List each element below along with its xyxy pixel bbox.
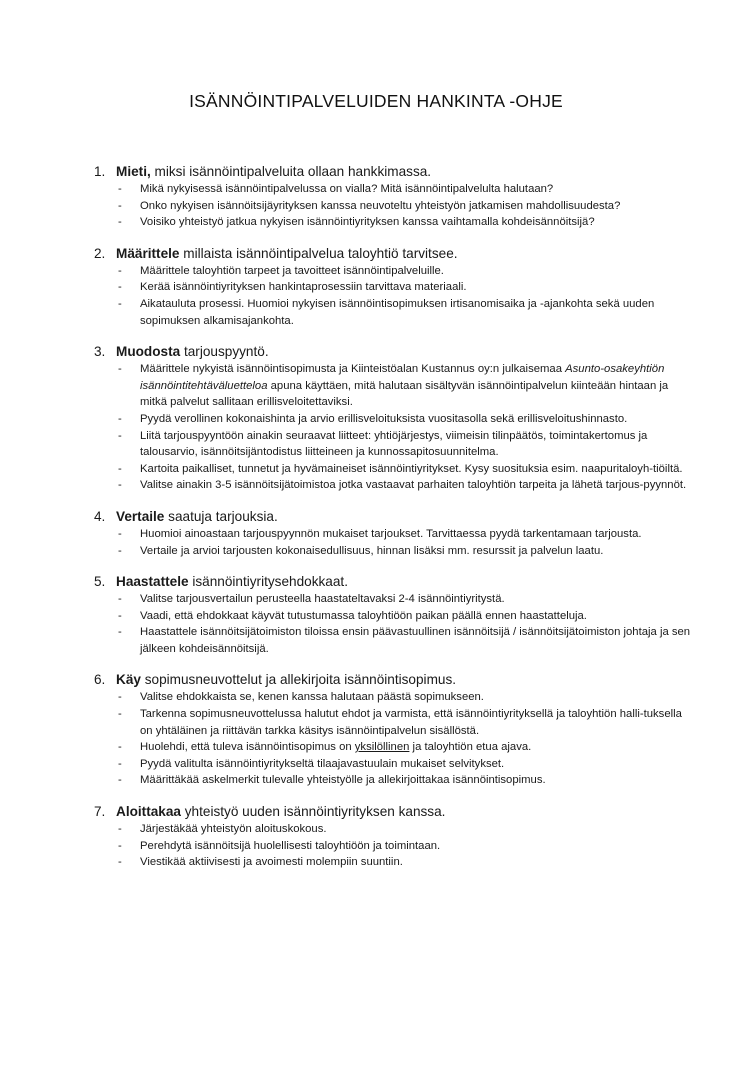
step-section [94, 671, 694, 789]
list-item [118, 854, 694, 871]
step-heading-rest: yhteistyö uuden isännöintiyrityksen kanssa. [180, 804, 446, 820]
step-section [94, 343, 694, 494]
list-item [118, 772, 694, 789]
step-number: 6. [94, 672, 106, 688]
list-item [118, 198, 694, 215]
list-item [118, 411, 694, 428]
step-heading-text [116, 245, 458, 263]
list-item-text: Vaadi, että ehdokkaat käyvät tutustumassa taloyhtiöön paikan päällä ennen haastatteluja. [140, 609, 587, 622]
step-keyword: Muodosta [116, 344, 181, 360]
list-item [118, 526, 694, 543]
list-item [118, 296, 694, 329]
step-heading [94, 163, 694, 181]
list-item [118, 361, 694, 411]
list-item [118, 263, 694, 280]
list-item [118, 706, 694, 739]
step-item-list [94, 263, 694, 329]
list-item [118, 608, 694, 625]
dash-bullet: - [118, 741, 122, 754]
dash-bullet: - [118, 363, 122, 376]
dash-bullet: - [118, 593, 122, 606]
step-heading [94, 508, 694, 526]
step-heading-rest: miksi isännöintipalveluita ollaan hankkimassa. [150, 164, 432, 179]
list-item-text: Tarkenna sopimusneuvottelussa halutut ehdot ja varmista, että isännöintiyrityksellä ja taloyhtiön halli-tuksella on yhtäläinen ja riittävän tarkka käsitys isännöintipalvelun sisällöstä. [140, 708, 682, 737]
list-item [118, 543, 694, 560]
list-item-text: Määrittäkää askelmerkit tulevalle yhteistyölle ja allekirjoittakaa isännöintisopimus. [140, 774, 546, 787]
list-item-text: Järjestäkää yhteistyön aloituskokous. [140, 823, 327, 836]
step-heading-rest: millaista isännöintipalvelua taloyhtiö tarvitsee. [179, 245, 458, 261]
list-item [118, 461, 694, 478]
list-item-text: Valitse tarjousvertailun perusteella haastateltavaksi 2-4 isännöintiyritystä. [140, 593, 505, 606]
step-heading [94, 803, 694, 821]
step-keyword: Määrittele [116, 245, 180, 261]
list-item-text: Perehdytä isännöitsijä huolellisesti taloyhtiöön ja toimintaan. [140, 839, 441, 852]
step-section [94, 245, 694, 329]
step-heading [94, 245, 694, 263]
list-item [118, 477, 694, 494]
dash-bullet: - [118, 216, 122, 229]
step-heading-rest: sopimusneuvottelut ja allekirjoita isännöintisopimus. [140, 672, 457, 688]
list-item-text: Viestikää aktiivisesti ja avoimesti molempiin suuntiin. [140, 856, 403, 869]
step-item-list [94, 361, 694, 494]
step-heading-rest: saatuja tarjouksia. [164, 508, 278, 524]
step-heading-text [116, 163, 431, 181]
list-item [118, 739, 694, 756]
step-number: 2. [94, 245, 106, 261]
step-heading [94, 573, 694, 591]
dash-bullet: - [118, 527, 122, 540]
step-number: 7. [94, 804, 106, 820]
list-item [118, 279, 694, 296]
list-item [118, 428, 694, 461]
step-keyword: Haastattele [116, 574, 189, 590]
list-item-text: Valitse ainakin 3-5 isännöitsijätoimistoa jotka vastaavat parhaiten taloyhtiön tarpeita ja lähetä tarjous-pyynnöt. [140, 479, 687, 492]
dash-bullet: - [118, 199, 122, 212]
list-item-text: Pyydä valitulta isännöintiyritykseltä tilaajavastuulain mukaiset selvitykset. [140, 757, 505, 770]
list-item-text: Kerää isännöintiyrityksen hankintaprosessiin tarvittava materiaali. [140, 281, 467, 294]
step-item-list [94, 591, 694, 657]
list-item [118, 181, 694, 198]
step-keyword: Mieti, [116, 164, 151, 179]
step-section [94, 163, 694, 231]
step-keyword: Aloittakaa [116, 804, 181, 820]
list-item [118, 838, 694, 855]
dash-bullet: - [118, 708, 122, 721]
step-heading-text [116, 573, 348, 591]
step-section [94, 803, 694, 871]
list-item [118, 821, 694, 838]
dash-bullet: - [118, 609, 122, 622]
underlined-word: yksilöllinen [354, 741, 410, 754]
dash-bullet: - [118, 183, 122, 195]
list-item-text: Haastattele isännöitsijätoimiston tiloissa ensin päävastuullinen isännöitsijä / isännöitsijätoimiston johtaja ja sen jälkeen kohdeisännöitsijä. [140, 626, 691, 655]
step-heading-rest: tarjouspyyntö. [180, 344, 269, 360]
step-item-list [94, 821, 694, 871]
dash-bullet: - [118, 544, 122, 557]
dash-bullet: - [118, 757, 122, 770]
step-item-list [94, 181, 694, 231]
dash-bullet: - [118, 281, 122, 294]
step-number: 3. [94, 344, 106, 360]
step-heading-text [116, 803, 445, 821]
list-item-text: Valitse ehdokkaista se, kenen kanssa halutaan päästä sopimukseen. [140, 691, 484, 704]
step-heading-rest: isännöintiyritysehdokkaat. [188, 574, 348, 590]
dash-bullet: - [118, 297, 122, 310]
step-section [94, 573, 694, 657]
step-number: 4. [94, 508, 106, 524]
dash-bullet: - [118, 691, 122, 704]
dash-bullet: - [118, 462, 122, 475]
list-item-text: Pyydä verollinen kokonaishinta ja arvio erillisveloituksista vuositasolla sekä erillisveloitushinnasto. [140, 412, 628, 425]
list-item [118, 214, 694, 231]
list-item [118, 591, 694, 608]
list-item-text: Huomioi ainoastaan tarjouspyynnön mukaiset tarjoukset. Tarvittaessa pyydä tarkentamaan tarjousta. [140, 527, 642, 540]
dash-bullet: - [118, 856, 122, 869]
italic-title: Asunto-osakeyhtiön isännöintitehtäväluetteloa [140, 363, 665, 392]
step-keyword: Käy [116, 672, 141, 688]
step-heading-text [116, 508, 278, 526]
dash-bullet: - [118, 412, 122, 425]
step-item-list [94, 689, 694, 789]
dash-bullet: - [118, 429, 122, 442]
list-item [118, 689, 694, 706]
dash-bullet: - [118, 823, 122, 836]
step-keyword: Vertaile [116, 508, 165, 524]
dash-bullet: - [118, 626, 122, 639]
step-section [94, 508, 694, 559]
dash-bullet: - [118, 839, 122, 852]
list-item-text: Mikä nykyisessä isännöintipalvelussa on vialla? Mitä isännöintipalvelulta halutaan? [140, 183, 554, 195]
step-item-list [94, 526, 694, 559]
step-heading-text [116, 343, 269, 361]
list-item-text: Huolehdi, että tuleva isännöintisopimus on yksilöllinen ja taloyhtiön etua ajava. [140, 741, 532, 754]
list-item [118, 756, 694, 773]
list-item-text: Onko nykyisen isännöitsijäyrityksen kanssa neuvoteltu yhteistyön jatkamisen mahdollisuudesta? [140, 199, 621, 212]
list-item-text: Liitä tarjouspyyntöön ainakin seuraavat liitteet: yhtiöjärjestys, viimeisin tilinpäätös, toimintakertomus ja talousarvio, isännöitsijäntodistus liitteineen ja kunnossapitosuunnitelma. [140, 429, 648, 459]
step-heading [94, 671, 694, 689]
step-number: 5. [94, 574, 106, 590]
list-item-text: Aikatauluta prosessi. Huomioi nykyisen isännöintisopimuksen irtisanomisaika ja -ajankohta sekä uuden sopimuksen alkamisajankohta. [140, 297, 655, 327]
list-item-text: Määrittele nykyistä isännöintisopimusta ja Kiinteistöalan Kustannus oy:n julkaisemaa Asunto-osakeyhtiön isännöintitehtäväluetteloa apuna käyttäen, mitä halutaan sisältyvän isännöintipalvelun kiinteään hintaan ja mitkä palvelut sallitaan erillisveloitettaviksi. [140, 363, 669, 409]
dash-bullet: - [118, 479, 122, 492]
page-title: ISÄNNÖINTIPALVELUIDEN HANKINTA -OHJE [189, 91, 563, 111]
list-item [118, 624, 694, 657]
list-item-text: Voisiko yhteistyö jatkua nykyisen isännöintiyrityksen kanssa vaihtamalla kohdeisännöitsijä? [140, 216, 595, 229]
list-item-text: Kartoita paikalliset, tunnetut ja hyvämaineiset isännöintiyritykset. Kysy suosituksia esim. naapuritaloyh-tiöiltä. [140, 462, 683, 475]
steps-list [94, 163, 694, 885]
list-item-text: Vertaile ja arvioi tarjousten kokonaisedullisuus, hinnan lisäksi mm. resurssit ja palvelun laatu. [140, 544, 604, 557]
step-heading [94, 343, 694, 361]
step-number: 1. [94, 164, 106, 179]
dash-bullet: - [118, 264, 122, 277]
dash-bullet: - [118, 774, 122, 787]
list-item-text: Määrittele taloyhtiön tarpeet ja tavoitteet isännöintipalveluille. [140, 264, 444, 277]
step-heading-text [116, 671, 456, 689]
